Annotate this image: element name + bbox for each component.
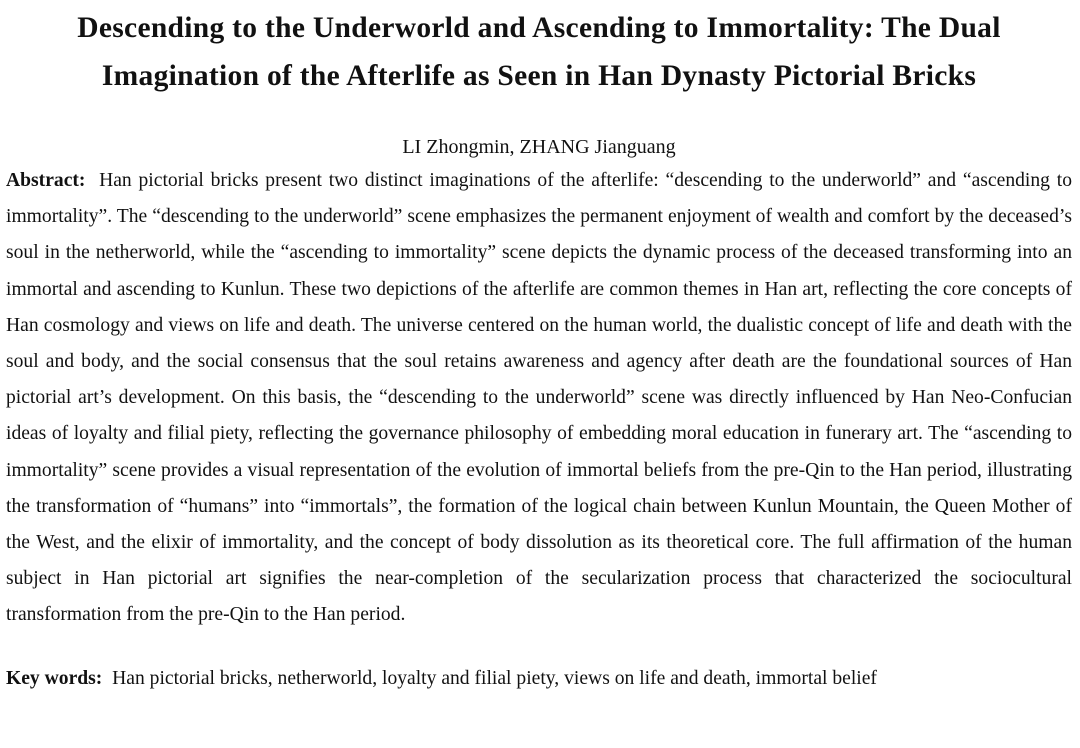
keywords-paragraph [6, 661, 1072, 697]
author-line: LI Zhongmin, ZHANG Jianguang [402, 136, 676, 158]
abstract-label: Abstract: [6, 170, 86, 191]
keywords-text: Han pictorial bricks, netherworld, loyalty and filial piety, views on life and death, immortal belief [112, 667, 877, 689]
abstract-paragraph [6, 163, 1072, 634]
keywords-label: Key words: [6, 667, 103, 689]
paper-title [6, 0, 1072, 100]
title-line-2: Imagination of the Afterlife as Seen in Han Dynasty Pictorial Bricks [101, 60, 977, 92]
title-line-1: Descending to the Underworld and Ascending to Immortality: The Dual [77, 12, 1001, 44]
abstract-text: Han pictorial bricks present two distinct imaginations of the afterlife: “descending to the underworld” and “ascending to immortality”. The “descending to the underworld” scene emphasizes the permanent enjoyment of wealth and comfort by the deceased’s soul in the netherworld, while the “ascending to immortality” scene depicts the dynamic process of the deceased transforming into an immortal and ascending to Kunlun. These two depictions of the afterlife are common themes in Han art, reflecting the core concepts of Han cosmology and views on life and death. The universe centered on the human world, the dualistic concept of life and death with the soul and body, and the social consensus that the soul retains awareness and agency after death are the foundational sources of Han pictorial art’s development. On this basis, the “descending to the underworld” scene was directly influenced by Han Neo-Confucian ideas of loyalty and filial piety, reflecting the governance philosophy of embedding moral education in funerary art. The “ascending to immortality” scene provides a visual representation of the evolution of immortal beliefs from the pre-Qin to the Han period, illustrating the transformation of “humans” into “immortals”, the formation of the logical chain between Kunlun Mountain, the Queen Mother of the West, and the elixir of immortality, and the concept of body dissolution as its theoretical core. The full affirmation of the human subject in Han pictorial art signifies the near-completion of the secularization process that characterized the sociocultural transformation from the pre-Qin to the Han period. [6, 170, 1073, 626]
